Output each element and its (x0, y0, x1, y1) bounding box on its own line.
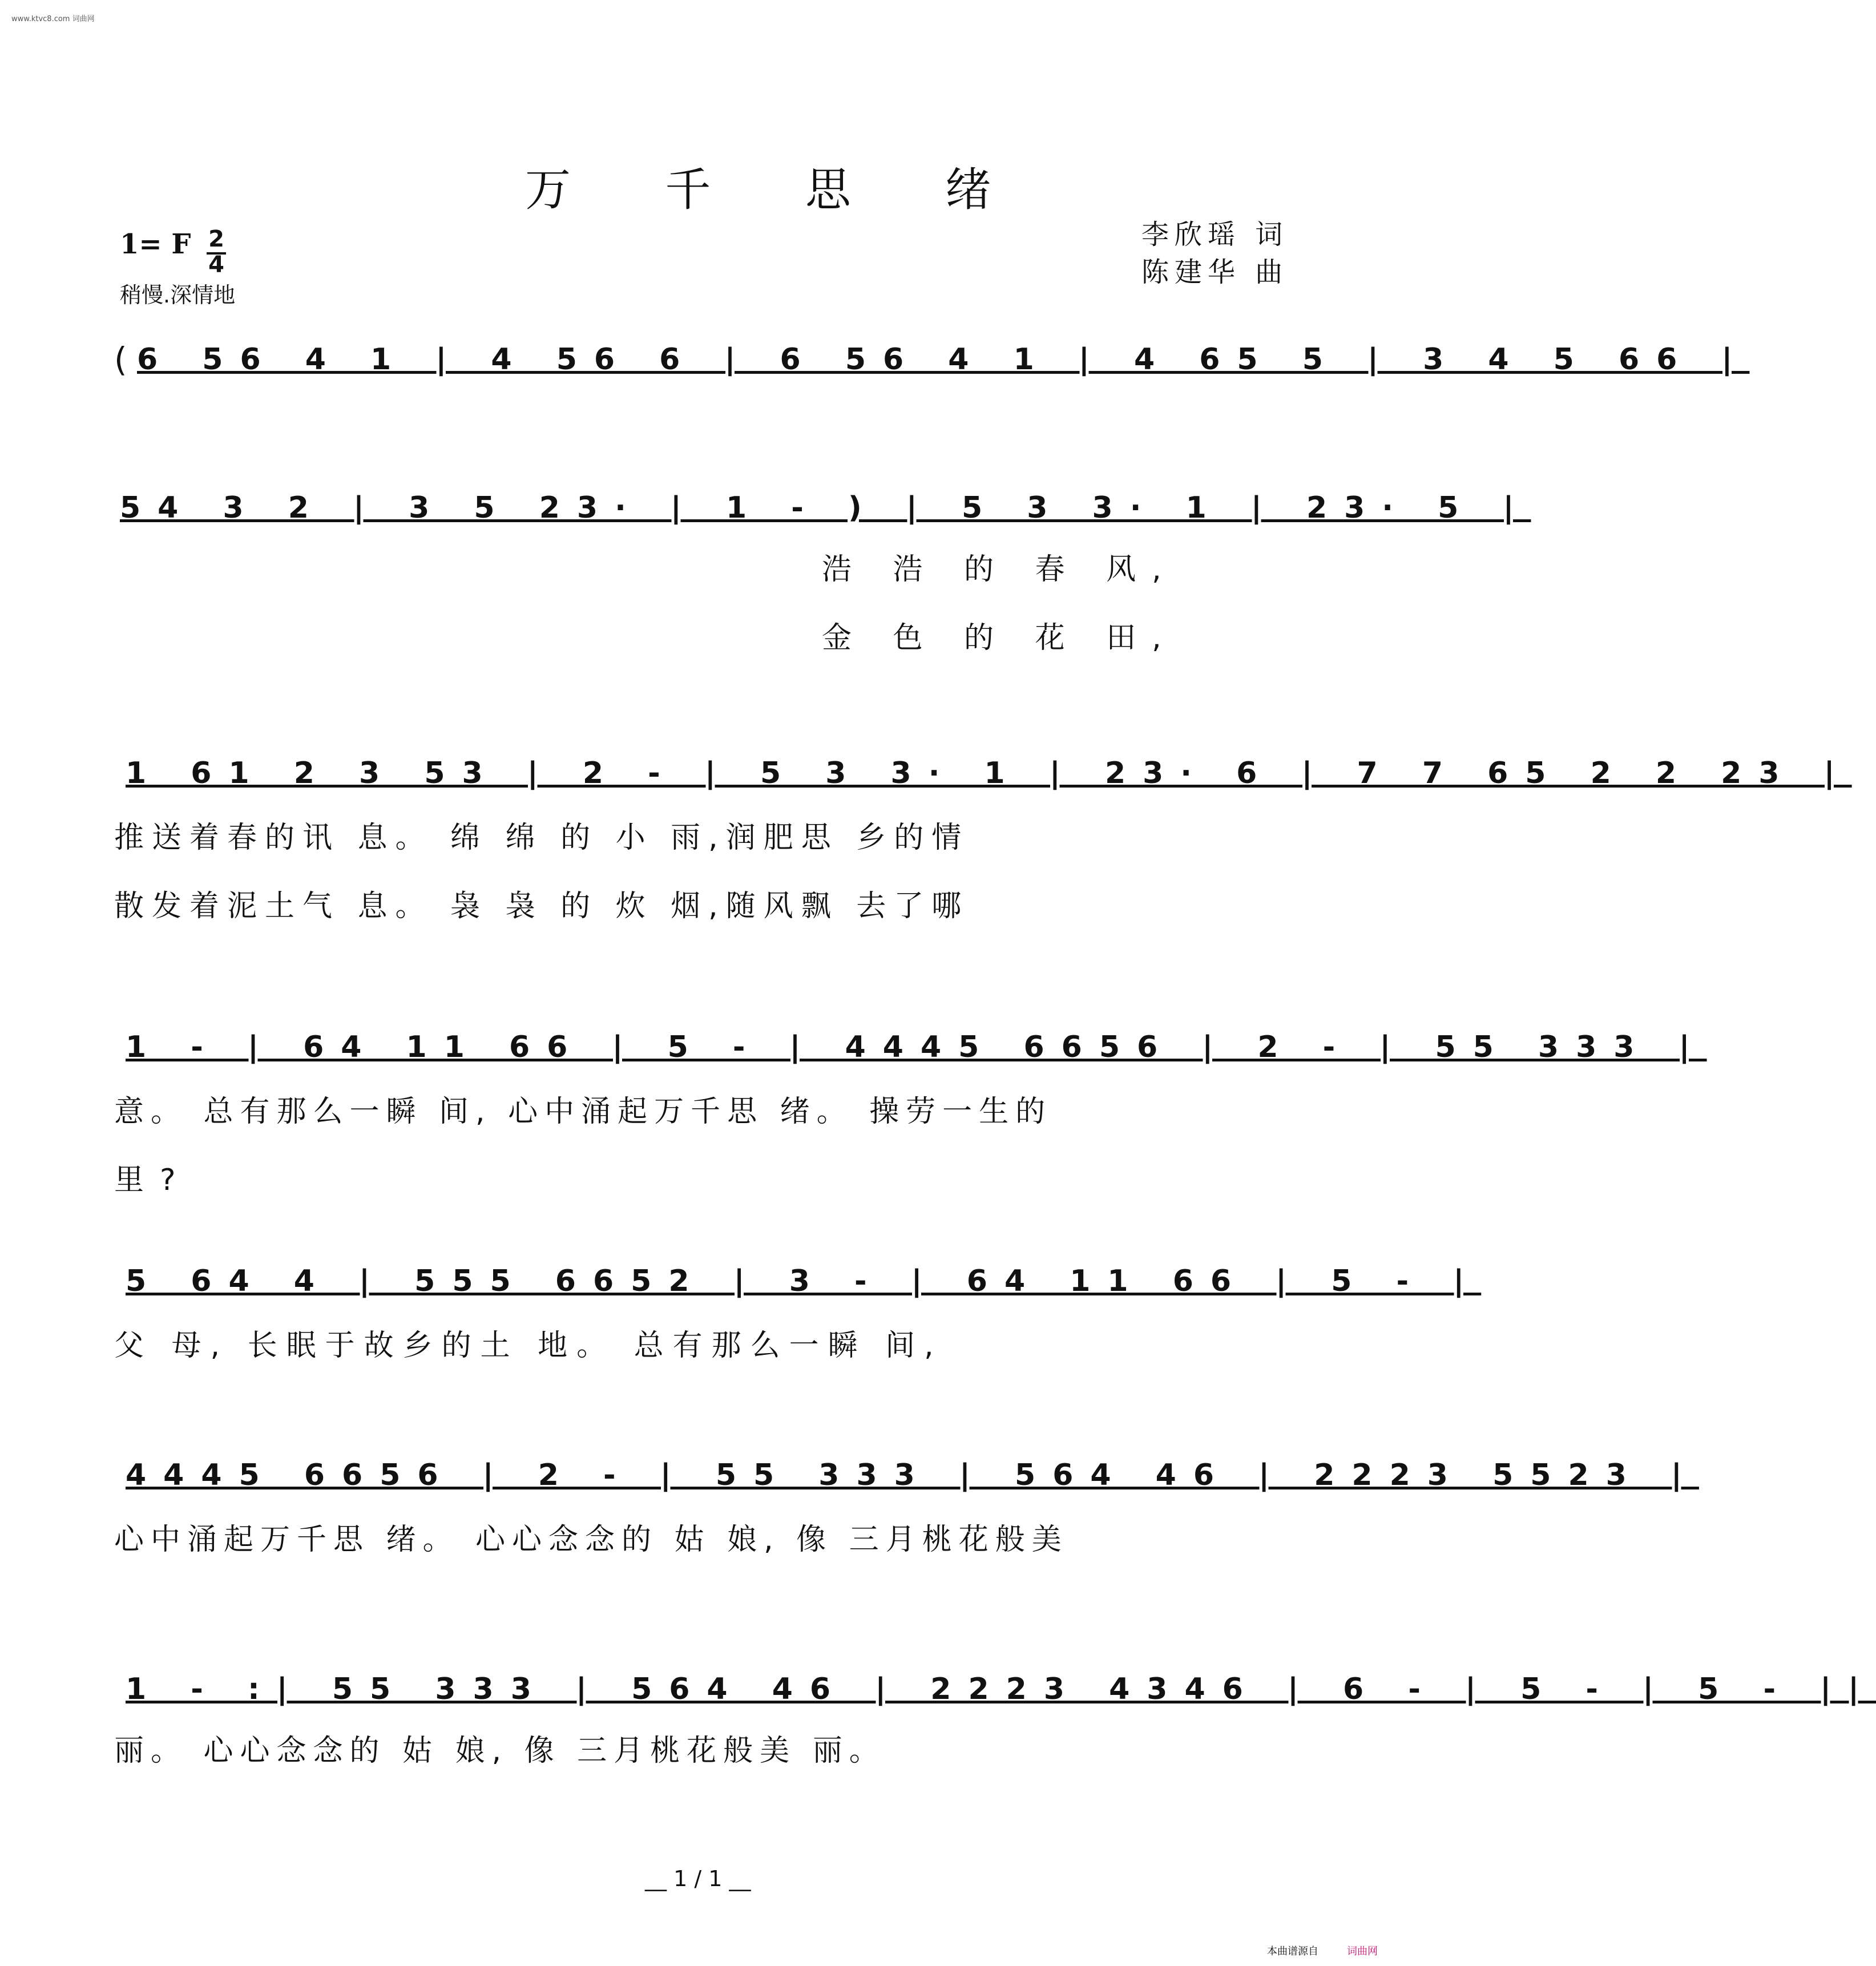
lyric-line-1: 意。 总有那么一瞬 间, 心中涌起万千思 绪。 操劳一生的 (114, 1095, 1052, 1129)
footer-source: 本曲谱源自 (1267, 1945, 1318, 1957)
score-row-4 (114, 1027, 1707, 1197)
lyric-line-2: 散发着泥土气 息。 袅 袅 的 炊 烟,随风飘 去了哪 (114, 889, 970, 923)
row-notes: 6 56 4 1 | 4 56 6 | 6 56 4 1 | 4 65 5 | 3 4 5 66 | (137, 342, 1750, 377)
row-notes: 1 61 2 3 53 | 2 - | 5 3 3· 1 | 23· 6 | 7 7 65 2 2 23 | (126, 756, 1852, 790)
score-row-2 (114, 488, 1531, 655)
score-row-1 (114, 340, 1750, 414)
tempo-marking: 稍慢.深情地 (120, 282, 236, 308)
time-denominator: 4 (207, 252, 226, 275)
key-signature: 1= F (120, 228, 191, 260)
site-header-text: www.ktvc8.com 词曲网 (11, 15, 95, 23)
lyric-line-1: 丽。 心心念念的 姑 娘, 像 三月桃花般美 丽。 (114, 1734, 886, 1768)
score-row-3 (114, 753, 1852, 923)
open-paren: ( (114, 340, 127, 379)
song-title: 万 千 思 绪 (525, 163, 1031, 216)
footer-brand[interactable]: 词曲网 (1347, 1945, 1378, 1957)
lyric-line-1: 父 母, 长眠于故乡的土 地。 总有那么一瞬 间, (114, 1329, 943, 1363)
score-row-6 (114, 1455, 1699, 1557)
score-row-5 (114, 1261, 1482, 1363)
row-notes: 1 - | 64 11 66 | 5 - | 4445 6656 | 2 - | 55 333 | (126, 1030, 1707, 1064)
row-notes: 54 3 2 | 3 5 23· | 1 - ) | 5 3 3· 1 | 23· 5 | (120, 491, 1531, 525)
time-signature (207, 226, 226, 278)
row-notes: 5 64 4 | 555 6652 | 3 - | 64 11 66 | 5 - | (126, 1264, 1482, 1298)
row-notes: 1 - :| 55 333 | 564 46 | 2223 4346 | 6 - | 5 - | 5 - || (126, 1672, 1876, 1706)
lyric-line-1: 推送着春的讯 息。 绵 绵 的 小 雨,润肥思 乡的情 (114, 821, 970, 855)
lyric-line-1: 心中涌起万千思 绪。 心心念念的 姑 娘, 像 三月桃花般美 (114, 1523, 1068, 1557)
row-notes: 4445 6656 | 2 - | 55 333 | 564 46 | 2223 5523 | (126, 1458, 1699, 1492)
time-numerator: 2 (208, 226, 224, 252)
lyric-line-1: 浩 浩 的 春 风, (822, 552, 1177, 587)
page-number: __ 1 / 1 __ (645, 1866, 751, 1891)
score-row-7 (114, 1669, 1876, 1768)
lyric-line-2: 里? (114, 1163, 192, 1197)
lyric-line-2: 金 色 的 花 田, (822, 621, 1177, 655)
lyricist-credit: 李欣瑶 词 (1141, 219, 1289, 251)
composer-credit: 陈建华 曲 (1141, 256, 1289, 288)
